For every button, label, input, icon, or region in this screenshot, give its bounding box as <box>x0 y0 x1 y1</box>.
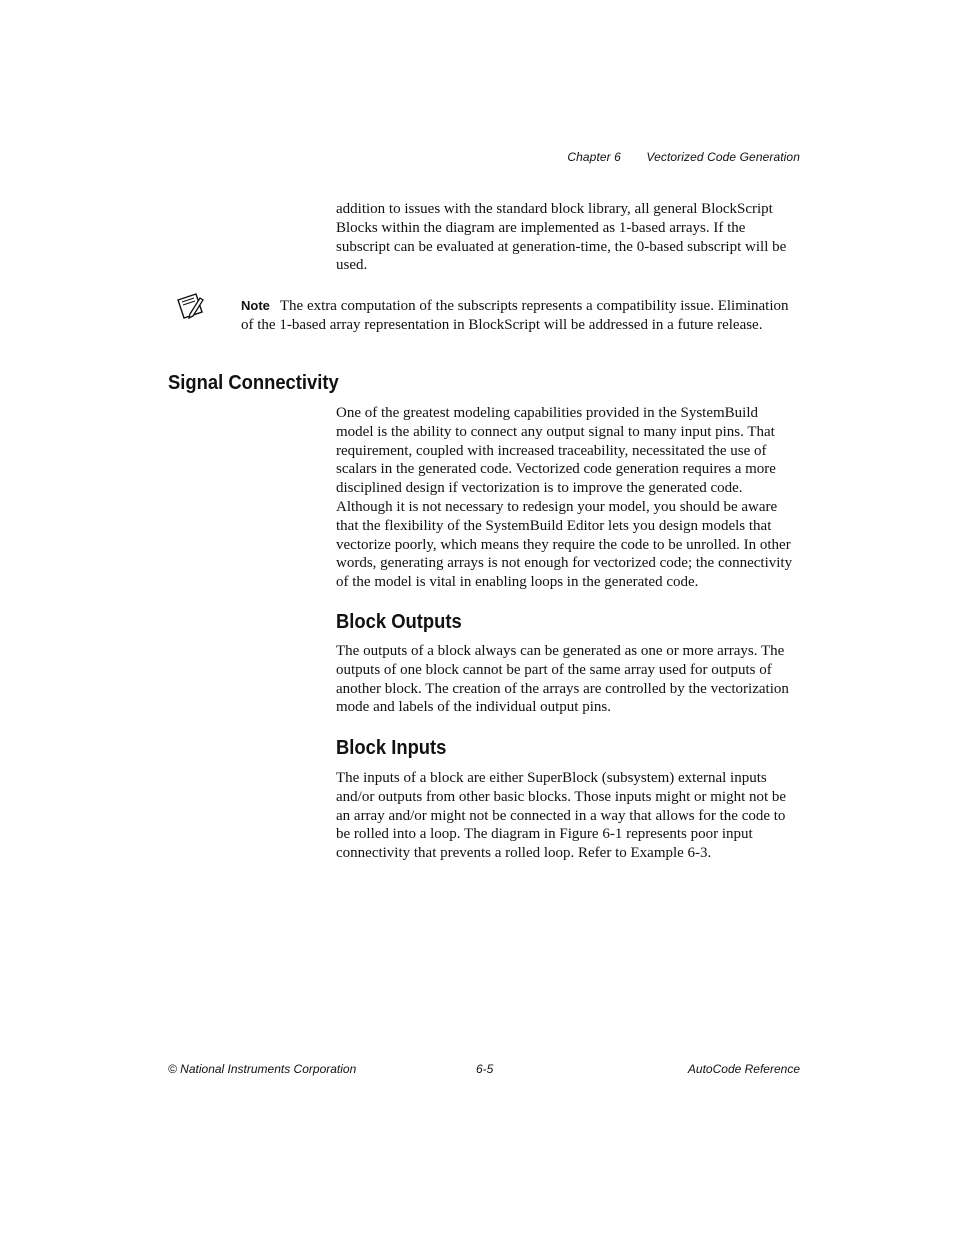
intro-paragraph: addition to issues with the standard block library, all general BlockScript Blocks within the diagram are implemented as 1-based arrays. If the subscript can be evaluated at generation-time, the 0-based subscript will be used. <box>336 201 787 274</box>
footer-manual-title: AutoCode Reference <box>687 1062 800 1076</box>
page-number: 6-5 <box>476 1062 494 1076</box>
block-outputs-body: The outputs of a block always can be generated as one or more arrays. The outputs of one block cannot be part of the same array used for outputs of another block. The creation of the arrays are controlled by the vectorization mode and labels of the individual output pins. <box>336 643 789 716</box>
subsection-heading-block-outputs: Block Outputs <box>336 611 462 633</box>
chapter-label: Chapter 6 <box>567 150 621 164</box>
footer-copyright: © National Instruments Corporation <box>168 1062 357 1076</box>
subsection-heading-block-inputs: Block Inputs <box>336 737 447 759</box>
note-block <box>241 296 801 335</box>
chapter-title: Vectorized Code Generation <box>646 150 800 164</box>
note-text: The extra computation of the subscripts represents a compatibility issue. Elimination of the 1-based array representation in BlockScript will be addressed in a future release. <box>241 298 789 333</box>
block-inputs-body: The inputs of a block are either SuperBlock (subsystem) external inputs and/or outputs from other basic blocks. Those inputs might or might not be an array and/or might not be connected in a way that allows for the code to be rolled into a loop. The diagram in Figure 6-1 represents poor input connectivity that prevents a rolled loop. Refer to Example 6-3. <box>336 770 787 862</box>
running-header <box>567 150 800 164</box>
signal-connectivity-body: One of the greatest modeling capabilities provided in the SystemBuild model is the ability to connect any output signal to many input pins. That requirement, coupled with increased traceability, necessitated the use of scalars in the generated code. Vectorized code generation requires a more disciplined design if vectorization is to improve the generated code. Although it is not necessary to redesign your model, you should be aware that the flexibility of the SystemBuild Editor lets you design models that vectorize poorly, which means they require the code to be unrolled. In other words, generating arrays is not enough for vectorized code; the connectivity of the model is vital in enabling loops in the generated code. <box>336 405 793 591</box>
note-label: Note <box>241 298 270 313</box>
section-heading-signal-connectivity: Signal Connectivity <box>168 372 339 394</box>
note-pencil-icon <box>176 292 206 320</box>
